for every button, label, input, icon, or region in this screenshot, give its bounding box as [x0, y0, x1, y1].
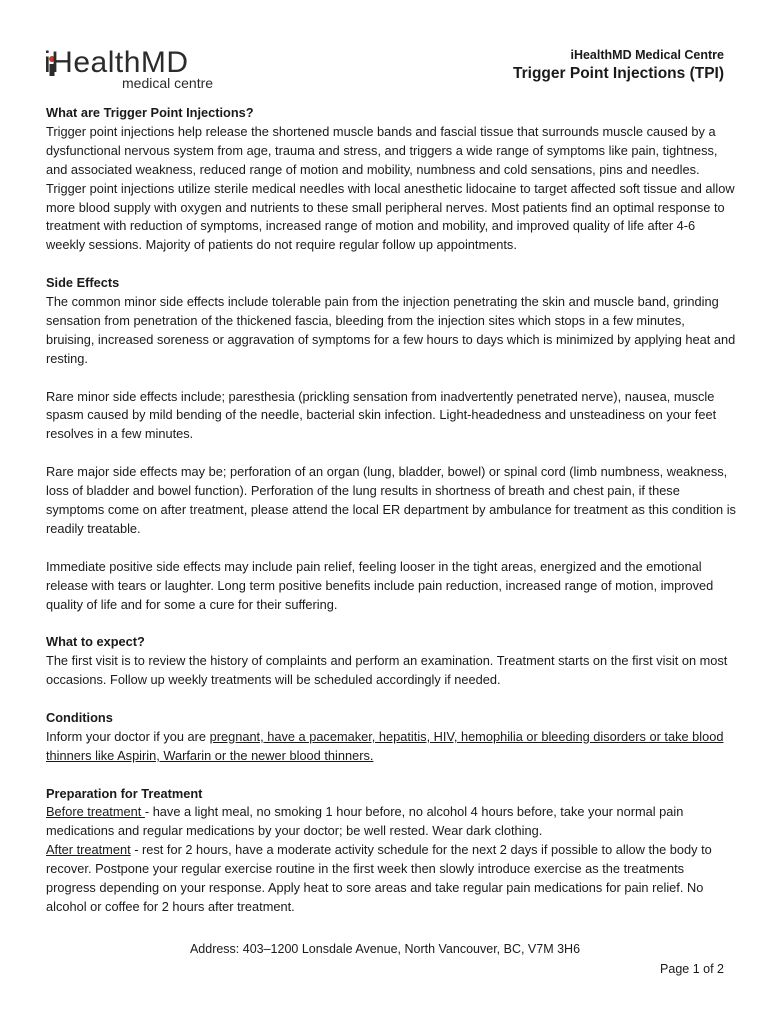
paragraph-conditions: [46, 728, 736, 766]
heading-what-to-expect: What to expect?: [46, 634, 145, 650]
heading-what-are-tpi: What are Trigger Point Injections?: [46, 105, 254, 120]
paragraph-what-to-expect: The first visit is to review the history of complaints and perform an examination. Treatment starts on the first visit on most occasions. Follow up weekly treatments will be scheduled accordingly if needed.: [46, 653, 728, 688]
before-treatment-label: Before treatment: [46, 804, 145, 820]
logo-subtitle: medical centre: [122, 75, 214, 91]
heading-preparation: Preparation for Treatment: [46, 785, 203, 801]
after-treatment-text: - rest for 2 hours, have a moderate activity schedule for the next 2 days if possible to allow the body to recover. Postpone your regular exercise routine in the first week then slowly introduce exercise as the treatments progress depending on your response. Apply heat to sore areas and take regular pain medications for pain relief. No alcohol or coffee for 2 hours after treatment.: [46, 842, 712, 914]
conditions-underlined: pregnant, have a pacemaker, hepatitis, HIV, hemophilia or bleeding disorders or take blood thinners like Aspirin, Warfarin or the newer blood thinners.: [46, 728, 724, 763]
heading-side-effects: Side Effects: [46, 275, 120, 291]
paragraph-positive-side-effects: Immediate positive side effects may include pain relief, feeling looser in the tight areas, energized and the emotional release with tears or laughter. Long term positive benefits include pain reduction, increased range of motion, improved quality of life and for some a cure for their suffering.: [46, 558, 714, 612]
before-treatment-text: - have a light meal, no smoking 1 hour before, no alcohol 4 hours before, take your normal pain medications and regular medications by your doctor; be well rested. Wear dark clothing.: [46, 804, 684, 839]
page-number: Page 1 of 2: [660, 962, 724, 976]
paragraph-common-side-effects: The common minor side effects include tolerable pain from the injection penetrating the skin and muscle band, grinding sensation from penetration of the thickened fascia, bleeding from the injection sites which stops in a few minutes, bruising, increased soreness or aggravation of symptoms for a few hours to days which is minimized by applying heat and resting.: [46, 294, 736, 366]
paragraph-rare-major-side-effects: Rare major side effects may be; perforation of an organ (lung, bladder, bowel) or spinal cord (limb numbness, weakness, loss of bladder and bowel function). Perforation of the lung results in shortness of breath and chest pain, if these symptoms come on after treatment, please attend the local ER department by ambulance for treatment as this condition is readily treatable.: [46, 464, 736, 536]
paragraph-before-treatment: [46, 803, 736, 841]
after-treatment-label: After treatment: [46, 842, 131, 858]
logo-wordmark: iHealthMD: [44, 46, 189, 79]
paragraph-what-are-tpi: Trigger point injections help release the shortened muscle bands and fascial tissue that surrounds muscle caused by a dysfunctional nervous system from age, trauma and stress, and triggers a wide range of symptoms like pain, tightness, and associated weakness, reduced range of motion and mobility, numbness and cold sensations, pins and needles. Trigger point injections utilize sterile medical needles with local anesthetic lidocaine to target affected soft tissue and allow more blood supply with oxygen and nutrients to these small peripheral nerves. Most patients find an optimal response to treatment with reduction of symptoms, increased range of motion and mobility, and improved quality of life after 4-6 weekly sessions. Majority of patients do not require regular follow up appointments.: [46, 123, 735, 253]
paragraph-rare-minor-side-effects: Rare minor side effects include; paresthesia (prickling sensation from inadvertently penetrated nerve), nausea, muscle spasm caused by mild bending of the needle, bacterial skin infection. Light-headedness and unsteadiness on your feet resolves in a few minutes.: [46, 388, 717, 442]
heading-conditions: Conditions: [46, 709, 113, 725]
footer-address: Address: 403–1200 Lonsdale Avenue, North Vancouver, BC, V7M 3H6: [189, 942, 581, 956]
document-body: [46, 104, 736, 917]
paragraph-after-treatment: [46, 841, 736, 917]
conditions-lead: Inform your doctor if you are: [46, 728, 210, 744]
header-organization: iHealthMD Medical Centre: [570, 48, 724, 62]
document-title: Trigger Point Injections (TPI): [513, 65, 724, 82]
clinic-logo: [44, 46, 234, 92]
